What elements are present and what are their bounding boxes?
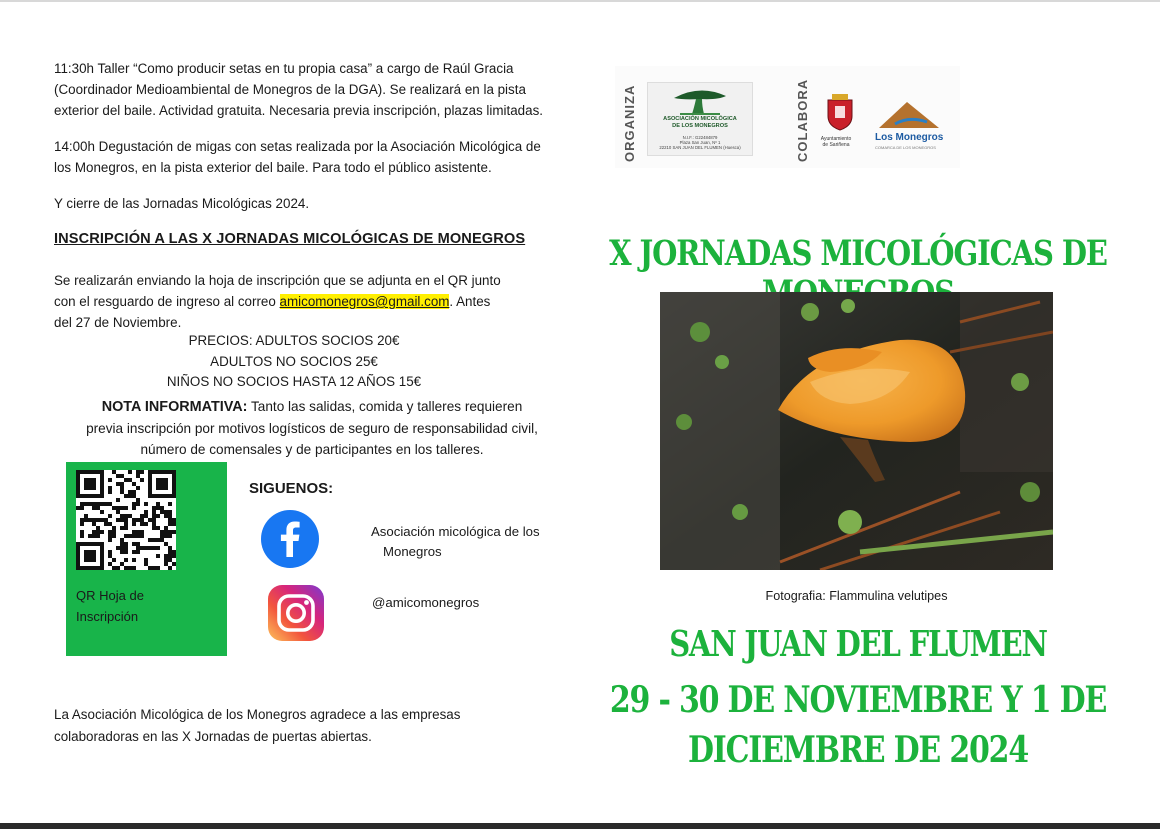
taller-line-2: (Coordinador Medioambiental de Monegros de la DGA). Se realizará en la pista [54,82,526,97]
cierre-text: Y cierre de las Jornadas Micológicas 2024. [54,196,310,211]
qr-label-line-2: Inscripción [76,609,139,624]
asociacion-plaza: Plaza San Juan, Nº 1 [679,140,721,145]
siguenos-heading: SIGUENOS: [249,480,334,497]
organiza-label: ORGANIZA [622,84,637,162]
page-top-border [0,0,1160,2]
facebook-account-line-1: Asociación micológica de los [371,524,540,539]
event-title: X JORNADAS MICOLÓGICAS DE [609,233,1107,274]
nota-label: NOTA INFORMATIVA: [101,399,248,415]
event-dates-line-2: DICIEMBRE DE 2024 [687,729,1029,772]
qr-code[interactable] [76,470,176,570]
degustacion-line-2: los Monegros, en la pista exterior del baile. Para todo el público asistente. [54,160,492,175]
inscripcion-line-2-end: . Antes [449,294,491,309]
taller-line-1: 11:30h Taller “Como producir setas en tu propia casa” a cargo de Raúl Gracia [54,61,514,76]
page-bottom-border [0,823,1160,829]
asociacion-logo-title-line-2: DE LOS MONEGROS [672,122,728,129]
degustacion-line-1: 14:00h Degustación de migas con setas realizada por la Asociación Micológica de [54,139,541,154]
precio-adultos-socios: PRECIOS: ADULTOS SOCIOS 20€ [188,333,400,348]
instagram-account[interactable]: @amicomonegros [372,595,480,610]
facebook-icon[interactable] [261,510,319,568]
sponsor-logos [615,66,960,168]
qr-label-line-1: QR Hoja de [76,588,144,603]
asociacion-logo-address [650,135,750,150]
taller-paragraph [54,58,543,121]
degustacion-paragraph [54,136,541,178]
ayuntamiento-shield-icon [823,92,857,132]
facebook-account[interactable] [371,522,540,562]
inscripcion-line-1: Se realizarán enviando la hoja de inscripción que se adjunta en el QR junto [54,273,501,288]
asociacion-logo-title [650,116,750,129]
nota-informativa [52,396,572,460]
ayuntamiento-text [815,136,857,148]
asociacion-nif: N.I.F.: G22484879 [682,135,718,140]
nota-line-1: Tanto las salidas, comida y talleres requieren [247,399,523,414]
inscripcion-line-3: del 27 de Noviembre. [54,315,182,330]
mushroom-photo [660,292,1053,570]
photo-caption: Fotografia: Flammulina velutipes [765,589,948,603]
monegros-logo-sub: COMARCA DE LOS MONEGROS [875,145,936,150]
precio-adultos-no-socios: ADULTOS NO SOCIOS 25€ [210,353,378,369]
monegros-mountain-icon [877,98,941,130]
event-location: SAN JUAN DEL FLUMEN [669,623,1047,665]
email-link[interactable]: amicomonegros@gmail.com [279,294,450,309]
nota-line-2: previa inscripción por motivos logísticos de seguro de responsabilidad civil, [86,421,538,436]
qr-label [76,585,144,627]
event-dates-line-1: 29 - 30 DE NOVIEMBRE Y 1 DE [609,679,1107,722]
mushroom-logo-icon [670,86,730,116]
colabora-label: COLABORA [795,78,810,162]
inscripcion-paragraph [54,270,501,333]
inscripcion-line-2: con el resguardo de ingreso al correo [54,294,280,309]
taller-line-3: exterior del baile. Actividad gratuita. Necesaria previa inscripción, plazas limitadas. [54,103,543,118]
thanks-line-2: colaboradoras en las X Jornadas de puertas abiertas. [54,729,372,744]
asociacion-logo [647,82,753,156]
nota-line-3: número de comensales y de participantes en los talleres. [140,442,484,457]
instagram-icon[interactable] [268,585,324,641]
asociacion-logo-title-line-1: ASOCIACIÓN MICOLÓGICA [663,116,737,122]
monegros-logo-text: Los Monegros [875,132,944,143]
facebook-account-line-2: Monegros [383,544,442,559]
thanks-line-1: La Asociación Micológica de los Monegros agradece a las empresas [54,707,461,722]
ayuntamiento-line-2: de Sariñena [822,142,850,148]
asociacion-city: 22210 SAN JUAN DEL FLUMEN (Huesca) [659,145,741,150]
thanks-paragraph [54,704,534,748]
inscripcion-heading: INSCRIPCIÓN A LAS X JORNADAS MICOLÓGICAS DE MONEGROS [54,231,526,247]
ayuntamiento-line-1: Ayuntamiento [820,136,852,142]
qr-panel [66,462,227,656]
precio-ninos: NIÑOS NO SOCIOS HASTA 12 AÑOS 15€ [166,374,422,389]
precios-block [54,331,534,393]
